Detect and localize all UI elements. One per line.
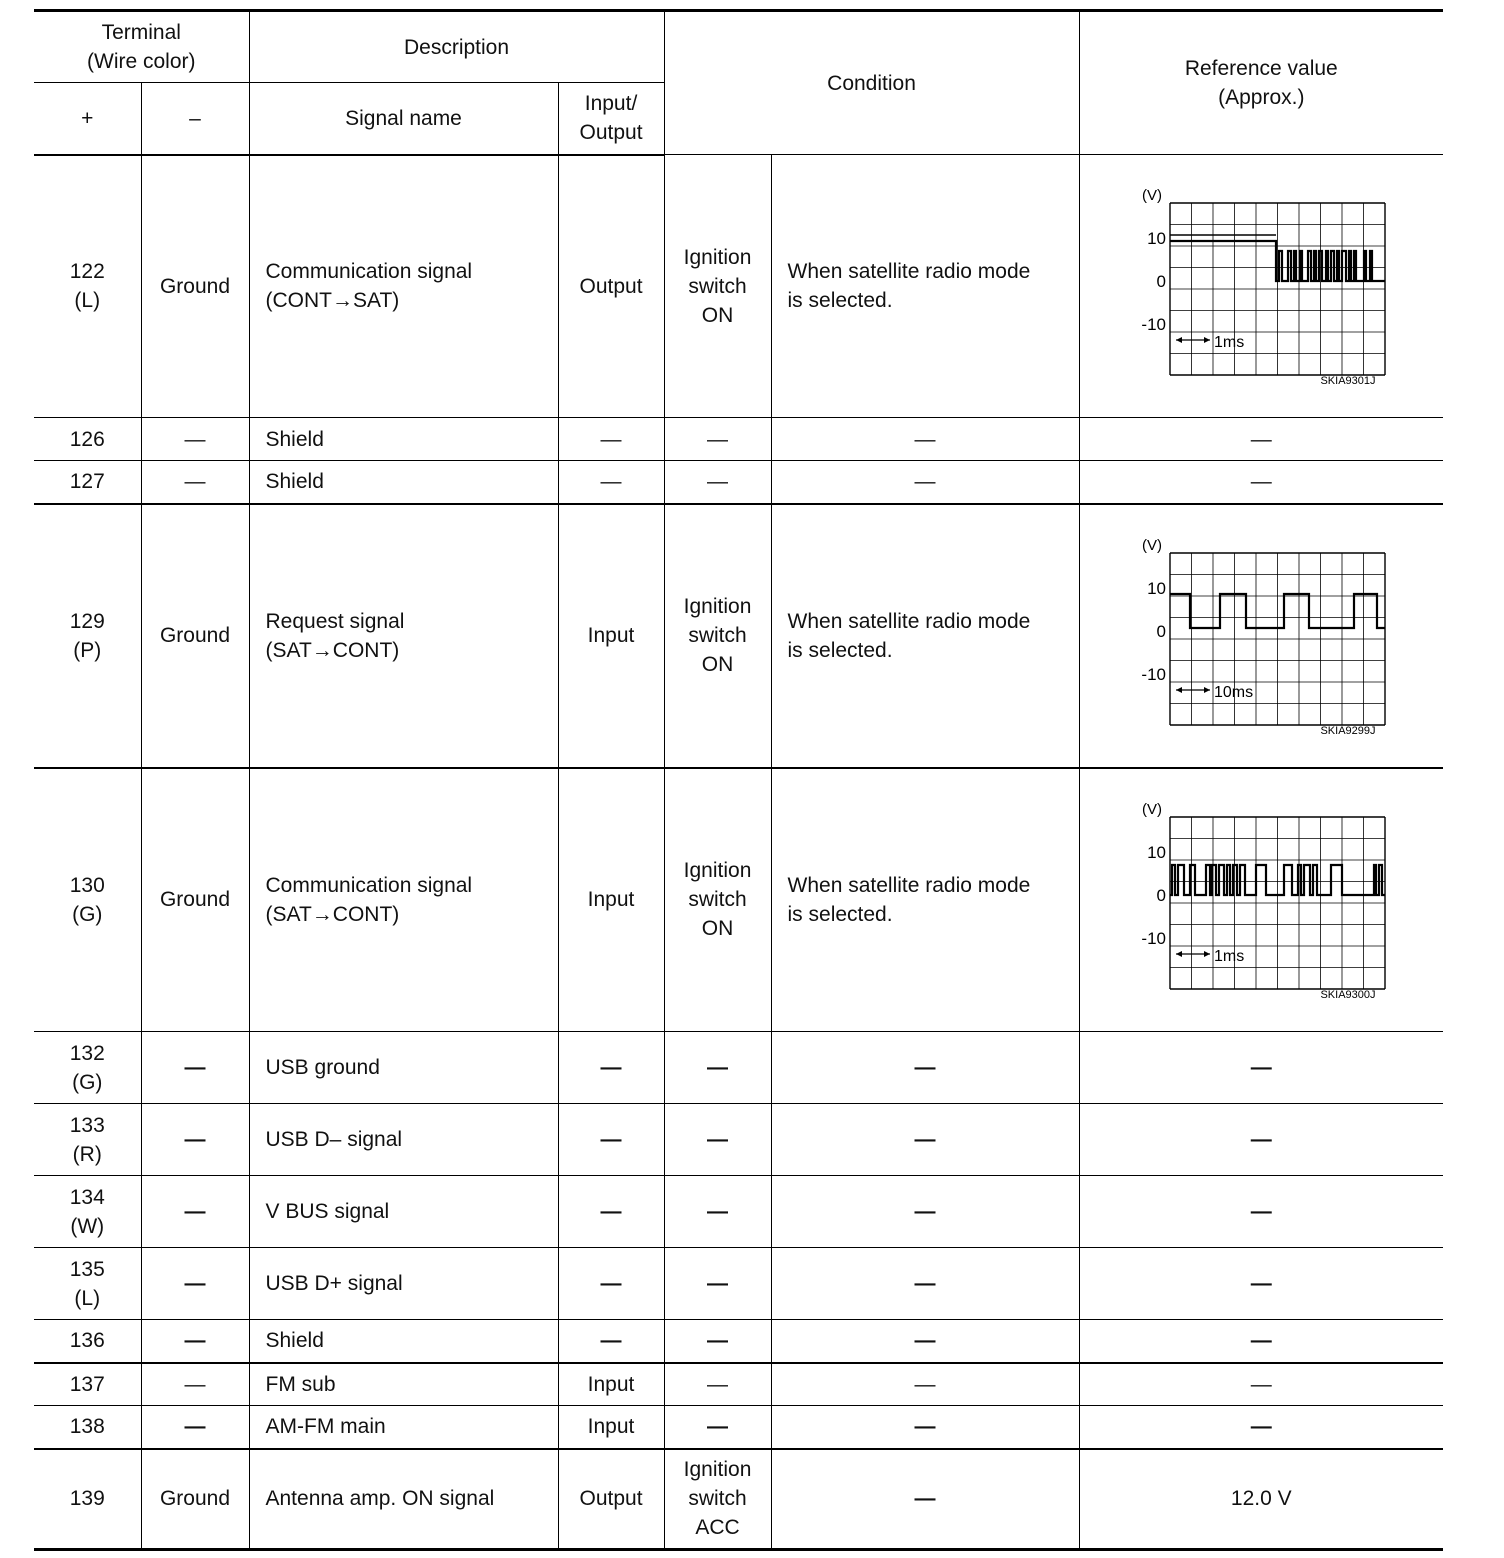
signal-name-cell: Antenna amp. ON signal bbox=[249, 1449, 558, 1550]
io-cell: — bbox=[558, 1104, 664, 1176]
terminal-cell: 135 (L) bbox=[34, 1248, 141, 1320]
signal-name-cell: AM-FM main bbox=[249, 1406, 558, 1449]
signal-name-cell: Shield bbox=[249, 1320, 558, 1363]
condition-detail-cell: — bbox=[771, 1406, 1079, 1449]
condition-detail-cell: — bbox=[771, 461, 1079, 504]
terminal-cell: 126 bbox=[34, 418, 141, 461]
scope-ytick-0: 0 bbox=[1156, 621, 1166, 641]
signal-name-cell: USB ground bbox=[249, 1032, 558, 1104]
condition-detail-cell: — bbox=[771, 1320, 1079, 1363]
terminal-cell: 129 (P) bbox=[34, 504, 141, 768]
header-description: Description bbox=[249, 11, 664, 83]
io-cell: Input bbox=[558, 768, 664, 1032]
table-row bbox=[34, 1176, 1443, 1248]
reference-cell: — bbox=[1079, 1032, 1443, 1104]
scope-grid bbox=[1170, 817, 1385, 989]
table-row bbox=[34, 1104, 1443, 1176]
signal-name-cell: Shield bbox=[249, 418, 558, 461]
table-row bbox=[34, 418, 1443, 461]
minus-cell: — bbox=[141, 1363, 249, 1406]
time-scale-marker bbox=[1176, 687, 1210, 693]
figure-code: SKIA9300J bbox=[1320, 988, 1376, 1001]
condition-cell: — bbox=[664, 1176, 771, 1248]
table-row bbox=[34, 461, 1443, 504]
table-row bbox=[34, 768, 1443, 1032]
io-cell: Input bbox=[558, 1406, 664, 1449]
reference-cell: — bbox=[1079, 1363, 1443, 1406]
terminal-cell: 136 bbox=[34, 1320, 141, 1363]
condition-cell: Ignition switch ON bbox=[664, 504, 771, 768]
condition-cell: — bbox=[664, 1248, 771, 1320]
condition-cell: Ignition switch ON bbox=[664, 768, 771, 1032]
scope-time-label: 10ms bbox=[1213, 683, 1253, 701]
terminal-spec-table bbox=[34, 9, 1443, 1551]
terminal-cell: 137 bbox=[34, 1363, 141, 1406]
signal-name-cell: Communication signal (CONT→SAT) bbox=[249, 155, 558, 418]
minus-cell: — bbox=[141, 1104, 249, 1176]
header-plus: + bbox=[34, 83, 141, 155]
header-terminal: Terminal (Wire color) bbox=[34, 11, 249, 83]
io-cell: — bbox=[558, 461, 664, 504]
signal-name-cell: USB D+ signal bbox=[249, 1248, 558, 1320]
signal-name-cell: V BUS signal bbox=[249, 1176, 558, 1248]
waveform-skia9299j bbox=[1120, 531, 1390, 741]
signal-name-cell: FM sub bbox=[249, 1363, 558, 1406]
reference-cell: — bbox=[1079, 1320, 1443, 1363]
condition-detail-cell: — bbox=[771, 1248, 1079, 1320]
io-cell: — bbox=[558, 1320, 664, 1363]
terminal-cell: 138 bbox=[34, 1406, 141, 1449]
minus-cell: — bbox=[141, 1032, 249, 1104]
minus-cell: Ground bbox=[141, 1449, 249, 1550]
io-cell: Input bbox=[558, 504, 664, 768]
scope-ytick-neg10: -10 bbox=[1140, 315, 1166, 334]
condition-cell: Ignition switch ON bbox=[664, 155, 771, 418]
io-cell: Output bbox=[558, 1449, 664, 1550]
figure-code: SKIA9301J bbox=[1320, 375, 1376, 387]
scope-ytick-neg10: -10 bbox=[1140, 664, 1166, 684]
minus-cell: Ground bbox=[141, 155, 249, 418]
reference-cell: 12.0 V bbox=[1079, 1449, 1443, 1550]
reference-cell: — bbox=[1079, 418, 1443, 461]
header-reference-value: Reference value (Approx.) bbox=[1079, 11, 1443, 155]
io-cell: Input bbox=[558, 1363, 664, 1406]
table-row bbox=[34, 1032, 1443, 1104]
minus-cell: — bbox=[141, 461, 249, 504]
minus-cell: — bbox=[141, 1176, 249, 1248]
scope-ytick-0: 0 bbox=[1156, 272, 1166, 291]
time-scale-marker bbox=[1176, 337, 1210, 343]
condition-cell: — bbox=[664, 418, 771, 461]
table-row bbox=[34, 1363, 1443, 1406]
table-row bbox=[34, 1406, 1443, 1449]
terminal-cell: 134 (W) bbox=[34, 1176, 141, 1248]
minus-cell: — bbox=[141, 418, 249, 461]
condition-detail-cell: — bbox=[771, 1176, 1079, 1248]
condition-detail-cell: When satellite radio mode is selected. bbox=[771, 768, 1079, 1032]
minus-cell: — bbox=[141, 1248, 249, 1320]
reference-cell bbox=[1079, 768, 1443, 1032]
minus-cell: — bbox=[141, 1320, 249, 1363]
condition-detail-cell: — bbox=[771, 1104, 1079, 1176]
waveform-skia9300j bbox=[1120, 795, 1390, 1005]
header-minus: – bbox=[141, 83, 249, 155]
io-cell: — bbox=[558, 1176, 664, 1248]
terminal-cell: 130 (G) bbox=[34, 768, 141, 1032]
condition-detail-cell: — bbox=[771, 418, 1079, 461]
scope-unit-label: (V) bbox=[1141, 536, 1162, 554]
io-cell: Output bbox=[558, 155, 664, 418]
terminal-cell: 139 bbox=[34, 1449, 141, 1550]
scope-grid bbox=[1170, 203, 1385, 375]
terminal-cell: 122 (L) bbox=[34, 155, 141, 418]
condition-detail-cell: — bbox=[771, 1363, 1079, 1406]
condition-cell: — bbox=[664, 1406, 771, 1449]
table-row bbox=[34, 1248, 1443, 1320]
scope-ytick-neg10: -10 bbox=[1140, 928, 1166, 948]
waveform-skia9301j bbox=[1120, 181, 1390, 391]
scope-ytick-10: 10 bbox=[1146, 842, 1166, 862]
table-row bbox=[34, 1320, 1443, 1363]
terminal-cell: 132 (G) bbox=[34, 1032, 141, 1104]
signal-name-cell: Shield bbox=[249, 461, 558, 504]
signal-name-cell: Communication signal (SAT→CONT) bbox=[249, 768, 558, 1032]
reference-cell bbox=[1079, 155, 1443, 418]
header-signal-name: Signal name bbox=[249, 83, 558, 155]
header-input-output: Input/ Output bbox=[558, 83, 664, 155]
condition-detail-cell: — bbox=[771, 1032, 1079, 1104]
table-row bbox=[34, 504, 1443, 768]
io-cell: — bbox=[558, 1032, 664, 1104]
io-cell: — bbox=[558, 1248, 664, 1320]
condition-cell: — bbox=[664, 1032, 771, 1104]
minus-cell: — bbox=[141, 1406, 249, 1449]
table-row bbox=[34, 1449, 1443, 1550]
reference-cell: — bbox=[1079, 1248, 1443, 1320]
scope-unit-label: (V) bbox=[1141, 800, 1162, 818]
condition-detail-cell: — bbox=[771, 1449, 1079, 1550]
scope-ytick-0: 0 bbox=[1156, 885, 1166, 905]
table-row bbox=[34, 155, 1443, 418]
condition-cell: — bbox=[664, 461, 771, 504]
scope-ytick-10: 10 bbox=[1146, 229, 1166, 248]
reference-cell: — bbox=[1079, 1176, 1443, 1248]
scope-time-label: 1ms bbox=[1213, 947, 1244, 965]
condition-detail-cell: When satellite radio mode is selected. bbox=[771, 155, 1079, 418]
condition-cell: Ignition switch ACC bbox=[664, 1449, 771, 1550]
signal-name-cell: USB D– signal bbox=[249, 1104, 558, 1176]
io-cell: — bbox=[558, 418, 664, 461]
scope-grid bbox=[1170, 553, 1385, 725]
figure-code: SKIA9299J bbox=[1320, 724, 1376, 737]
terminal-cell: 133 (R) bbox=[34, 1104, 141, 1176]
signal-name-cell: Request signal (SAT→CONT) bbox=[249, 504, 558, 768]
scope-ytick-10: 10 bbox=[1146, 578, 1166, 598]
condition-cell: — bbox=[664, 1104, 771, 1176]
minus-cell: Ground bbox=[141, 768, 249, 1032]
condition-detail-cell: When satellite radio mode is selected. bbox=[771, 504, 1079, 768]
terminal-cell: 127 bbox=[34, 461, 141, 504]
reference-cell bbox=[1079, 504, 1443, 768]
scope-unit-label: (V) bbox=[1141, 187, 1162, 204]
condition-cell: — bbox=[664, 1363, 771, 1406]
condition-cell: — bbox=[664, 1320, 771, 1363]
reference-cell: — bbox=[1079, 1406, 1443, 1449]
reference-cell: — bbox=[1079, 461, 1443, 504]
reference-cell: — bbox=[1079, 1104, 1443, 1176]
minus-cell: Ground bbox=[141, 504, 249, 768]
scope-time-label: 1ms bbox=[1213, 334, 1244, 351]
header-condition: Condition bbox=[664, 11, 1079, 155]
time-scale-marker bbox=[1176, 951, 1210, 957]
